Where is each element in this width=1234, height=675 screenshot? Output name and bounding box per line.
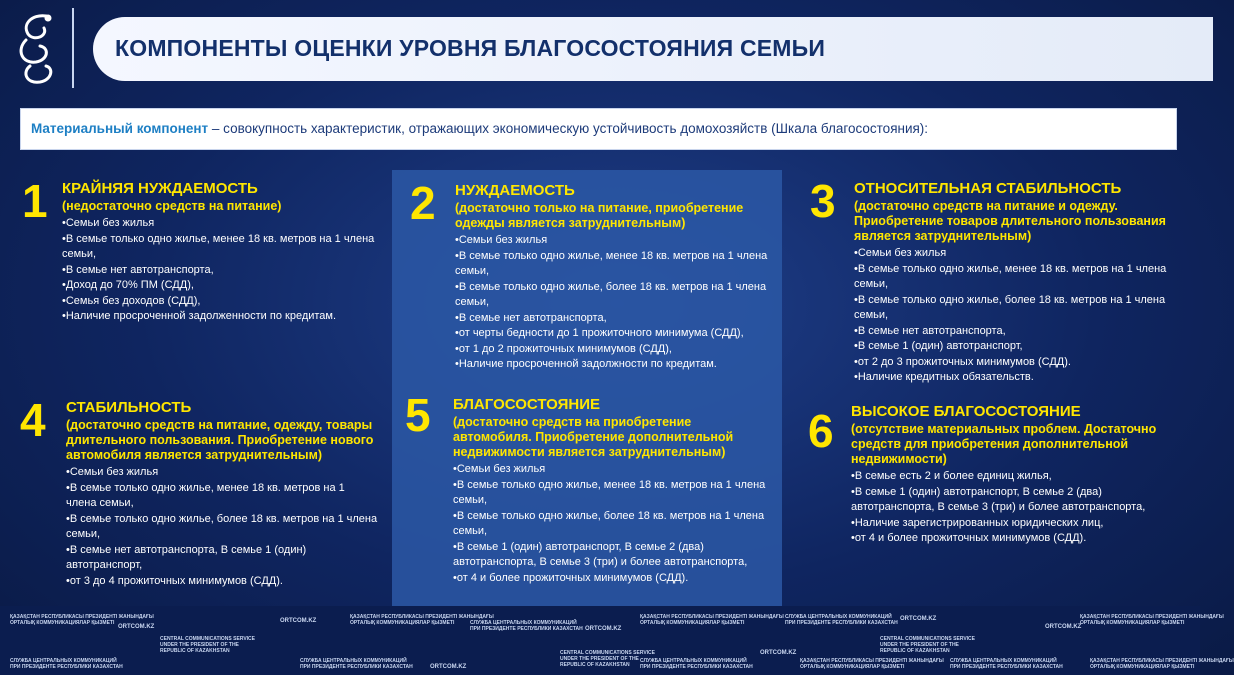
footer-site: ORTCOM.KZ [118, 624, 155, 630]
footer-kz-label [800, 658, 944, 670]
criteria-item: •В семье только одно жилье, более 18 кв. метров на 1 члена семьи, [453, 509, 765, 537]
criteria-item: •В семье только одно жилье, менее 18 кв. метров на 1 члена семьи, [62, 232, 375, 260]
criteria-item: •В семье нет автотранспорта, [854, 324, 1006, 337]
footer-en-label [160, 636, 255, 654]
footer-text: REPUBLIC OF KAZAKHSTAN [160, 648, 230, 654]
level-heading: КРАЙНЯЯ НУЖДАЕМОСТЬ [62, 180, 258, 197]
criteria-item: •Наличие просроченной задолженности по кредитам. [62, 310, 337, 322]
footer-kz-label [1080, 614, 1224, 626]
footer-text: ҚАЗАҚСТАН РЕСПУБЛИКАСЫ ПРЕЗИДЕНТІ ЖАНЫНДАҒЫ [640, 614, 784, 620]
footer-text: ПРИ ПРЕЗИДЕНТЕ РЕСПУБЛИКИ КАЗАХСТАН [785, 620, 898, 626]
footer-text: СЛУЖБА ЦЕНТРАЛЬНЫХ КОММУНИКАЦИЙ [470, 620, 577, 626]
criteria-list [455, 233, 773, 373]
level-subtitle: (достаточно средств на питание, одежду, товары длительного пользования. Приобретение нового автомобиля является затруднительным) [66, 418, 374, 462]
criteria-item: •В семье только одно жилье, более 18 кв. метров на 1 члена семьи, [854, 293, 1166, 321]
level-heading: СТАБИЛЬНОСТЬ [66, 399, 192, 416]
footer-text: СЛУЖБА ЦЕНТРАЛЬНЫХ КОММУНИКАЦИЙ [300, 658, 407, 664]
intro-description: – совокупность характеристик, отражающих экономическую устойчивость домохозяйств (Шкала благосостояния): [208, 121, 929, 136]
footer-text: ҚАЗАҚСТАН РЕСПУБЛИКАСЫ ПРЕЗИДЕНТІ ЖАНЫНДАҒЫ [1090, 658, 1234, 664]
level-heading: ВЫСОКОЕ БЛАГОСОСТОЯНИЕ [851, 403, 1081, 420]
criteria-item: •В семье есть 2 и более единиц жилья, [851, 470, 1052, 482]
footer-text: ОРТАЛЫҚ КОММУНИКАЦИЯЛАР ҚЫЗМЕТІ [1090, 664, 1195, 670]
footer-text: UNDER THE PRESIDENT OF THE [160, 642, 239, 648]
criteria-item: •Семьи без жилья [453, 463, 546, 475]
criteria-item: •Семья без доходов (СДД), [62, 294, 201, 307]
level-heading: НУЖДАЕМОСТЬ [455, 182, 575, 199]
criteria-item: •В семье только одно жилье, менее 18 кв. метров на 1 члена семьи, [455, 249, 768, 277]
level-number: 2 [410, 177, 436, 229]
footer-text: СЛУЖБА ЦЕНТРАЛЬНЫХ КОММУНИКАЦИЙ [785, 614, 892, 620]
level-number: 1 [22, 175, 48, 227]
footer-text: ОРТАЛЫҚ КОММУНИКАЦИЯЛАР ҚЫЗМЕТІ [640, 620, 745, 626]
footer-site: ORTCOM.KZ [1045, 624, 1082, 630]
criteria-item: •Семьи без жилья [62, 217, 155, 229]
criteria-item: •В семье только одно жилье, более 18 кв. метров на 1 члена семьи, [66, 512, 378, 540]
footer-site: ORTCOM.KZ [430, 664, 467, 670]
footer-ru-label [470, 620, 583, 632]
criteria-item: •Доход до 70% ПМ (СДД), [62, 279, 194, 291]
title-banner [93, 17, 1213, 81]
footer-text: СЛУЖБА ЦЕНТРАЛЬНЫХ КОММУНИКАЦИЙ [640, 658, 747, 664]
footer-text: REPUBLIC OF KAZAKHSTAN [880, 648, 950, 654]
criteria-list [851, 469, 1181, 547]
criteria-list [453, 462, 771, 586]
footer-ru-label [950, 658, 1063, 670]
footer-kz-label [640, 614, 784, 626]
criteria-item: •В семье 1 (один) автотранспорт, В семье 2 (два) автотранспорта, В семье 3 (три) и более автотранспорта, [453, 540, 748, 568]
criteria-item: •В семье 1 (один) автотранспорт, В семье 2 (два) автотранспорта, В семье 3 (три) и более автотранспорта, [851, 485, 1146, 513]
footer-site: ORTCOM.KZ [900, 616, 937, 622]
footer-text: ҚАЗАҚСТАН РЕСПУБЛИКАСЫ ПРЕЗИДЕНТІ ЖАНЫНДАҒЫ [1080, 614, 1224, 620]
footer-text: ОРТАЛЫҚ КОММУНИКАЦИЯЛАР ҚЫЗМЕТІ [10, 620, 115, 626]
footer-ru-label [640, 658, 753, 670]
footer-text: ПРИ ПРЕЗИДЕНТЕ РЕСПУБЛИКИ КАЗАХСТАН [950, 664, 1063, 670]
footer-text: ОРТАЛЫҚ КОММУНИКАЦИЯЛАР ҚЫЗМЕТІ [1080, 620, 1185, 626]
level-number: 4 [20, 394, 46, 446]
criteria-list [66, 465, 378, 589]
footer-text: REPUBLIC OF KAZAKHSTAN [560, 662, 630, 668]
criteria-item: •от 4 и более прожиточных минимумов (СДД). [851, 532, 1087, 544]
level-subtitle: (достаточно средств на приобретение автомобиля. Приобретение дополнительной недвижимости является затруднительным) [453, 415, 734, 459]
criteria-item: •от 2 до 3 прожиточных минимумов (СДД). [854, 355, 1071, 368]
footer-text: ПРИ ПРЕЗИДЕНТЕ РЕСПУБЛИКИ КАЗАХСТАН [470, 626, 583, 632]
footer-text: ҚАЗАҚСТАН РЕСПУБЛИКАСЫ ПРЕЗИДЕНТІ ЖАНЫНДАҒЫ [800, 658, 944, 664]
footer-text: CENTRAL COMMUNICATIONS SERVICE [880, 636, 976, 642]
criteria-item: •от черты бедности до 1 прожиточного минимума (СДД), [455, 327, 744, 339]
footer-text: ПРИ ПРЕЗИДЕНТЕ РЕСПУБЛИКИ КАЗАХСТАН [300, 664, 413, 670]
footer-text: ОРТАЛЫҚ КОММУНИКАЦИЯЛАР ҚЫЗМЕТІ [800, 664, 905, 670]
level-number: 3 [810, 175, 836, 227]
criteria-item: •от 1 до 2 прожиточных минимумов (СДД), [455, 342, 672, 355]
footer-text: ПРИ ПРЕЗИДЕНТЕ РЕСПУБЛИКИ КАЗАХСТАН [10, 664, 123, 670]
footer-site: ORTCOM.KZ [280, 618, 317, 624]
criteria-item: •Наличие кредитных обязательств. [854, 371, 1034, 383]
footer-text: СЛУЖБА ЦЕНТРАЛЬНЫХ КОММУНИКАЦИЙ [950, 658, 1057, 664]
footer-en-label [880, 636, 975, 654]
criteria-item: •от 3 до 4 прожиточных минимумов (СДД). [66, 574, 283, 587]
footer-text: ОРТАЛЫҚ КОММУНИКАЦИЯЛАР ҚЫЗМЕТІ [350, 620, 455, 626]
snow-leopard-logo-icon [8, 8, 66, 88]
footer-text: ҚАЗАҚСТАН РЕСПУБЛИКАСЫ ПРЕЗИДЕНТІ ЖАНЫНДАҒЫ [10, 614, 154, 620]
level-number: 5 [405, 389, 431, 441]
criteria-item: •В семье только одно жилье, менее 18 кв. метров на 1 члена семьи, [453, 478, 766, 506]
level-subtitle: (отсутствие материальных проблем. Достаточно средств для приобретения дополнительной недвижимости) [851, 422, 1157, 466]
level-subtitle: (достаточно средств на питание и одежду. Приобретение товаров длительного пользования является затруднительным) [854, 199, 1166, 243]
level-heading: ОТНОСИТЕЛЬНАЯ СТАБИЛЬНОСТЬ [854, 180, 1122, 197]
logo-divider [72, 8, 74, 88]
criteria-item: •В семье нет автотранспорта, [455, 311, 607, 324]
criteria-item: •В семье 1 (один) автотранспорт, [854, 340, 1023, 352]
criteria-item: •В семье нет автотранспорта, [62, 263, 214, 276]
footer-text: ПРИ ПРЕЗИДЕНТЕ РЕСПУБЛИКИ КАЗАХСТАН [640, 664, 753, 670]
intro-accent: Материальный компонент [31, 121, 209, 136]
footer-text: CENTRAL COMMUNICATIONS SERVICE [160, 636, 256, 642]
criteria-list [62, 216, 380, 325]
footer-text: UNDER THE PRESIDENT OF THE [880, 642, 959, 648]
footer-ru-label [785, 614, 898, 626]
intro-text [31, 121, 928, 136]
level-heading: БЛАГОСОСТОЯНИЕ [453, 396, 600, 413]
criteria-list [854, 246, 1174, 386]
intro-banner [20, 108, 1177, 150]
footer-site: ORTCOM.KZ [585, 626, 622, 632]
page-title: КОМПОНЕНТЫ ОЦЕНКИ УРОВНЯ БЛАГОСОСТОЯНИЯ СЕМЬИ [115, 35, 826, 61]
footer-kz-label [1090, 658, 1234, 670]
footer-text: ҚАЗАҚСТАН РЕСПУБЛИКАСЫ ПРЕЗИДЕНТІ ЖАНЫНДАҒЫ [350, 614, 494, 620]
criteria-item: •Наличие зарегистрированных юридических лиц, [851, 516, 1104, 529]
criteria-item: •В семье только одно жилье, менее 18 кв. метров на 1 члена семьи, [854, 262, 1167, 290]
footer-site: ORTCOM.KZ [760, 650, 797, 656]
footer-ru-label [10, 658, 123, 670]
footer-ru-label [300, 658, 413, 670]
footer-watermark [0, 606, 1234, 675]
level-subtitle: (достаточно только на питание, приобретение одежды является затруднительным) [455, 201, 744, 230]
criteria-item: •Семьи без жилья [455, 234, 548, 246]
criteria-item: •Семьи без жилья [854, 247, 947, 259]
criteria-item: •Наличие просроченной задолжности по кредитам. [455, 358, 717, 370]
level-subtitle: (недостаточно средств на питание) [62, 199, 282, 213]
criteria-item: •В семье только одно жилье, менее 18 кв. метров на 1 члена семьи, [66, 481, 345, 509]
criteria-item: •В семье только одно жилье, более 18 кв. метров на 1 члена семьи, [455, 280, 767, 308]
criteria-item: •Семьи без жилья [66, 466, 159, 478]
footer-text: CENTRAL COMMUNICATIONS SERVICE [560, 650, 656, 656]
level-number: 6 [808, 405, 834, 457]
footer-text: СЛУЖБА ЦЕНТРАЛЬНЫХ КОММУНИКАЦИЙ [10, 658, 117, 664]
criteria-item: •от 4 и более прожиточных минимумов (СДД). [453, 571, 689, 584]
footer-text: UNDER THE PRESIDENT OF THE [560, 656, 639, 662]
criteria-item: •В семье нет автотранспорта, В семье 1 (один) автотранспорт, [66, 543, 307, 571]
